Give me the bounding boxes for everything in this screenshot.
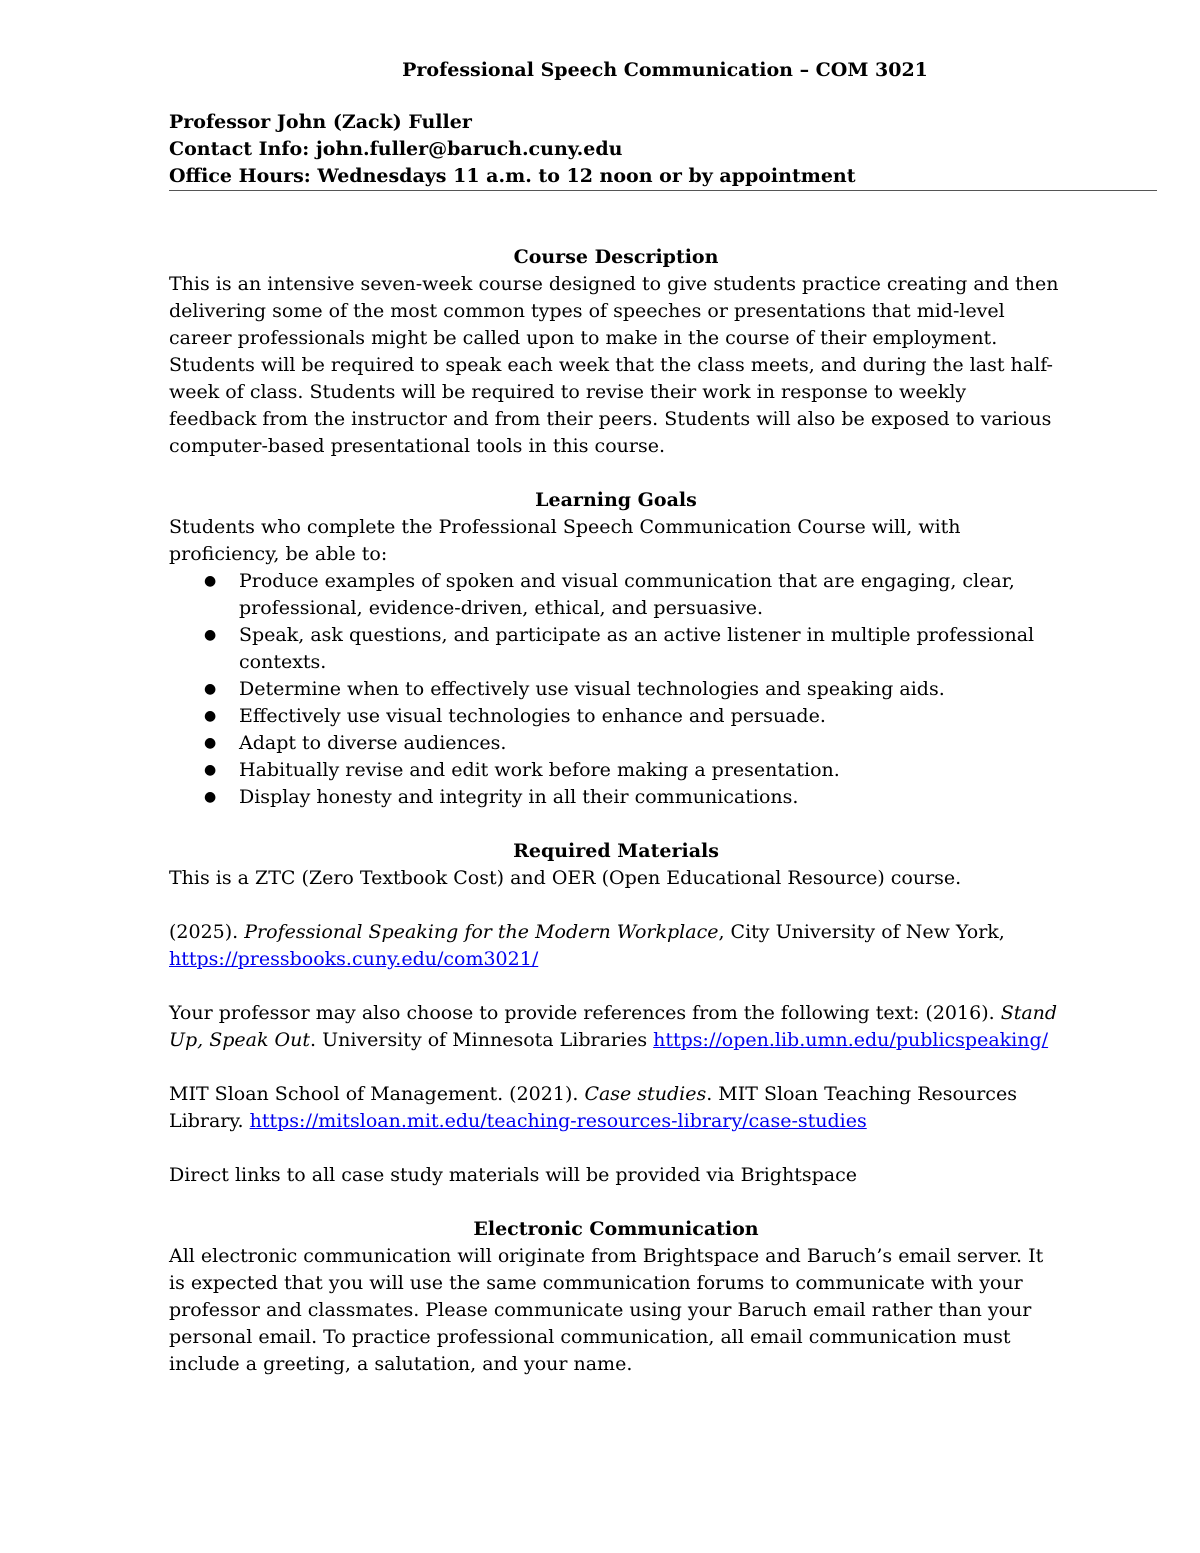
course-description-section [169, 244, 1157, 460]
learning-goals-section [169, 487, 1157, 811]
list-item [169, 568, 1059, 622]
bullet-icon: ● [204, 708, 217, 724]
document-title: Professional Speech Communication – COM 3021 [402, 59, 928, 81]
list-item [169, 730, 1059, 757]
office-hours: Office Hours: Wednesdays 11 a.m. to 12 noon or by appointment [169, 165, 856, 187]
bullet-icon: ● [204, 681, 217, 697]
goal-text: Adapt to diverse audiences. [239, 732, 507, 754]
pressbooks-link[interactable]: https://pressbooks.cuny.edu/com3021/ [169, 948, 539, 970]
reference-title: Stand Up, Speak Out [169, 1002, 1058, 1051]
mitsloan-case-studies-link[interactable]: https://mitsloan.mit.edu/teaching-resources-library/case-studies [249, 1110, 867, 1132]
list-item [169, 784, 1059, 811]
reference-2 [169, 1000, 1059, 1054]
case-study-note: Direct links to all case study materials will be provided via Brightspace [169, 1164, 857, 1186]
reference-year: (2025). [169, 921, 245, 943]
bullet-icon: ● [204, 789, 217, 805]
goal-text: Display honesty and integrity in all their communications. [239, 786, 799, 808]
bullet-icon: ● [204, 762, 217, 778]
bullet-icon: ● [204, 735, 217, 751]
syllabus-page [169, 57, 1157, 1378]
reference-publisher: . MIT Sloan Teaching Resources Library. [169, 1083, 1017, 1132]
list-item [169, 703, 1059, 730]
goal-text: Determine when to effectively use visual technologies and speaking aids. [239, 678, 945, 700]
required-materials-intro: This is a ZTC (Zero Textbook Cost) and OER (Open Educational Resource) course. [169, 867, 962, 889]
bullet-icon: ● [204, 573, 217, 589]
umn-publicspeaking-link[interactable]: https://open.lib.umn.edu/publicspeaking/ [653, 1029, 1049, 1051]
course-description-heading: Course Description [513, 246, 719, 268]
reference-title: Case studies [584, 1083, 707, 1105]
electronic-communication-body: All electronic communication will originate from Brightspace and Baruch’s email server. It is expected that you will use the same communication forums to communicate with your professor and classmates. Please communicate using your Baruch email rather than your personal email. To practice professional communication, all email communication must include a greeting, a salutation, and your name. [169, 1245, 1044, 1375]
goal-text: Speak, ask questions, and participate as an active listener in multiple professional contexts. [239, 624, 1035, 673]
list-item [169, 622, 1059, 676]
goal-text: Habitually revise and edit work before making a presentation. [239, 759, 840, 781]
learning-goals-intro: Students who complete the Professional Speech Communication Course will, with proficiency, be able to: [169, 516, 961, 565]
required-materials-heading: Required Materials [513, 840, 719, 862]
list-item [169, 757, 1059, 784]
required-materials-section [169, 838, 1157, 1189]
learning-goals-list [169, 568, 1157, 811]
electronic-communication-section [169, 1216, 1157, 1378]
reference-lead: Your professor may also choose to provide references from the following text: (2016). [169, 1002, 1001, 1024]
reference-lead: MIT Sloan School of Management. (2021). [169, 1083, 585, 1105]
professor-name: Professor John (Zack) Fuller [169, 111, 472, 133]
instructor-header [169, 109, 1157, 191]
reference-1 [169, 919, 1059, 973]
reference-3 [169, 1081, 1059, 1135]
reference-publisher: , City University of New York, [718, 921, 1005, 943]
reference-title: Professional Speaking for the Modern Workplace [244, 921, 719, 943]
electronic-communication-heading: Electronic Communication [473, 1218, 759, 1240]
bullet-icon: ● [204, 627, 217, 643]
reference-publisher: . University of Minnesota Libraries [310, 1029, 654, 1051]
learning-goals-heading: Learning Goals [535, 489, 697, 511]
course-description-body: This is an intensive seven-week course designed to give students practice creating and then delivering some of the most common types of speeches or presentations that mid-level career professionals might be called upon to make in the course of their employment. Students will be required to speak each week that the class meets, and during the last half-week of class. Students will be required to revise their work in response to weekly feedback from the instructor and from their peers. Students will also be exposed to various computer-based presentational tools in this course. [169, 273, 1059, 457]
contact-info: Contact Info: john.fuller@baruch.cuny.edu [169, 138, 623, 160]
goal-text: Produce examples of spoken and visual communication that are engaging, clear, professional, evidence-driven, ethical, and persuasive. [239, 570, 1015, 619]
goal-text: Effectively use visual technologies to enhance and persuade. [239, 705, 826, 727]
list-item [169, 676, 1059, 703]
